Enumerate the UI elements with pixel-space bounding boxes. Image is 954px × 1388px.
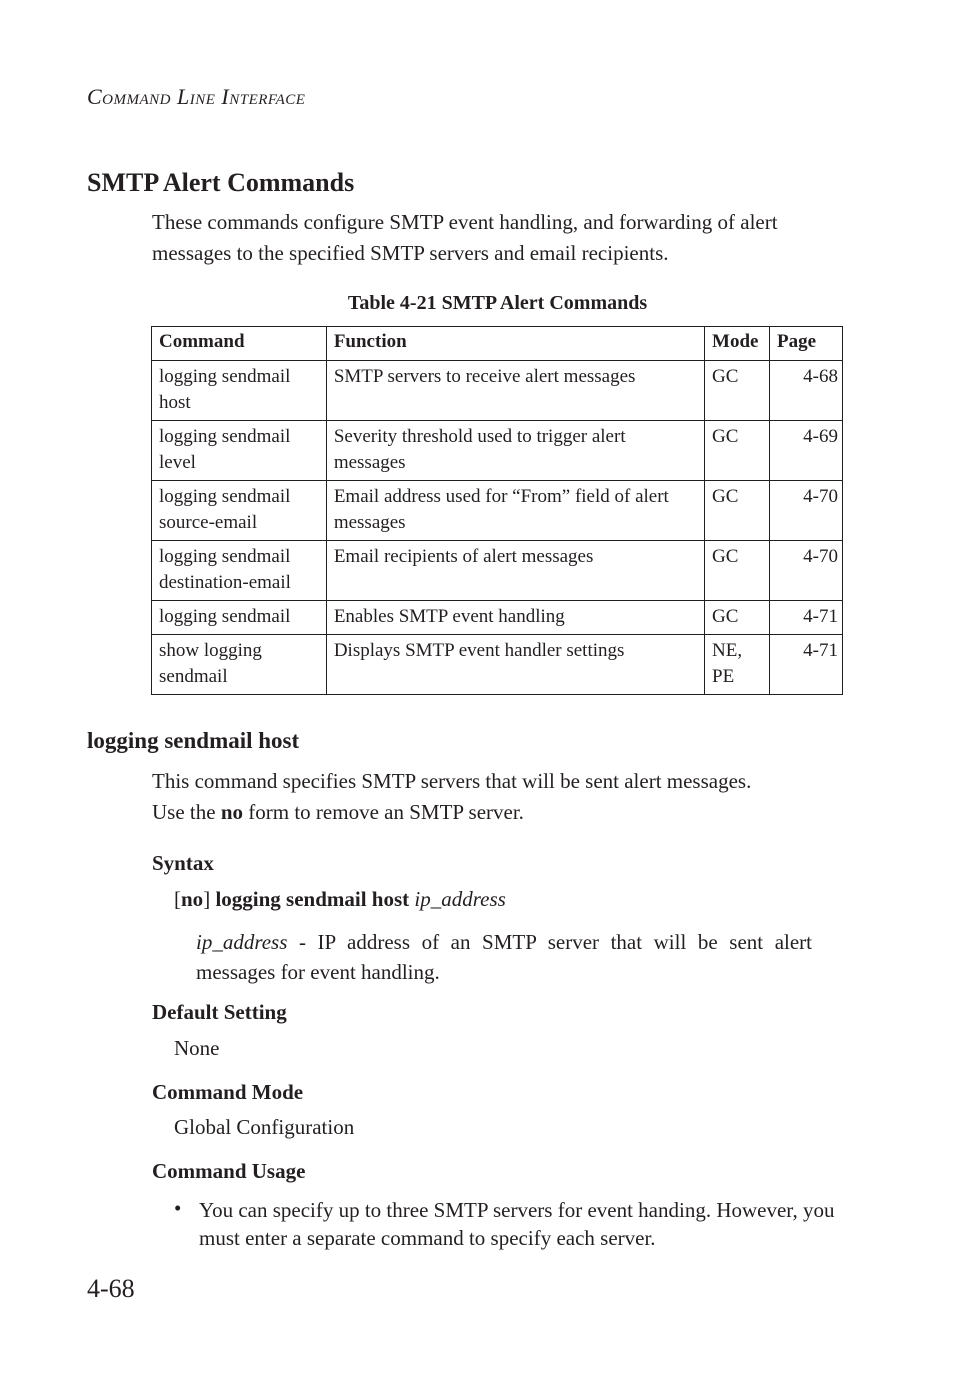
cell-function: Enables SMTP event handling	[326, 601, 704, 635]
cell-function: Email address used for “From” field of alert messages	[326, 481, 704, 541]
table-row	[152, 601, 843, 635]
smtp-commands-table	[151, 326, 843, 695]
cell-command: logging sendmail level	[152, 421, 327, 481]
cell-mode: GC	[705, 361, 770, 421]
syntax-label: Syntax	[152, 851, 214, 875]
header-command: Command	[152, 327, 327, 361]
section-title: SMTP Alert Commands	[87, 168, 355, 197]
table-header-row	[152, 327, 843, 361]
syntax-line	[174, 887, 506, 912]
table-row	[152, 635, 843, 695]
default-setting-value: None	[174, 1036, 220, 1060]
cell-mode: GC	[705, 481, 770, 541]
cell-page: 4-70	[770, 541, 843, 601]
header-function: Function	[326, 327, 704, 361]
cell-command: logging sendmail source-email	[152, 481, 327, 541]
cell-command: logging sendmail	[152, 601, 327, 635]
description-text: Use the	[152, 800, 221, 824]
intro-paragraph: These commands configure SMTP event handling, and forwarding of alert messages to the specified SMTP servers and email recipients.	[152, 210, 778, 265]
description-line-2	[152, 797, 852, 828]
cell-page: 4-71	[770, 635, 843, 695]
cell-page: 4-70	[770, 481, 843, 541]
running-header: Command Line Interface	[87, 84, 306, 109]
cell-function: Email recipients of alert messages	[326, 541, 704, 601]
header-page: Page	[770, 327, 843, 361]
syntax-bracket-open: [	[174, 887, 181, 911]
parameter-description	[196, 927, 812, 987]
table-row	[152, 361, 843, 421]
cell-page: 4-68	[770, 361, 843, 421]
default-setting-label: Default Setting	[152, 1000, 287, 1024]
syntax-command: logging sendmail host	[215, 887, 410, 911]
cell-mode: NE, PE	[705, 635, 770, 695]
cell-mode: GC	[705, 541, 770, 601]
cell-page: 4-69	[770, 421, 843, 481]
command-usage-label: Command Usage	[152, 1159, 306, 1183]
cell-mode: GC	[705, 421, 770, 481]
cell-command: logging sendmail host	[152, 361, 327, 421]
cell-command: logging sendmail destination-email	[152, 541, 327, 601]
table-caption: Table 4-21 SMTP Alert Commands	[347, 292, 648, 314]
cell-function: SMTP servers to receive alert messages	[326, 361, 704, 421]
syntax-bracket-close: ]	[203, 887, 211, 911]
page-number: 4-68	[87, 1274, 135, 1303]
table-row	[152, 421, 843, 481]
param-name: ip_address	[196, 930, 288, 954]
bullet-icon: •	[174, 1196, 182, 1220]
param-text: - IP address of an SMTP server that will be sent alert messages for event handling.	[196, 930, 812, 984]
header-mode: Mode	[705, 327, 770, 361]
cell-command: show logging sendmail	[152, 635, 327, 695]
cell-mode: GC	[705, 601, 770, 635]
command-description	[152, 766, 852, 828]
cell-function: Displays SMTP event handler settings	[326, 635, 704, 695]
cell-page: 4-71	[770, 601, 843, 635]
syntax-param: ip_address	[414, 887, 506, 911]
no-keyword: no	[220, 800, 244, 824]
description-line-1: This command specifies SMTP servers that will be sent alert messages.	[152, 769, 752, 793]
subsection-title: logging sendmail host	[87, 728, 300, 753]
command-mode-value: Global Configuration	[174, 1115, 355, 1139]
table-row	[152, 541, 843, 601]
syntax-no: no	[181, 887, 204, 911]
command-mode-label: Command Mode	[152, 1080, 304, 1104]
table-row	[152, 481, 843, 541]
cell-function: Severity threshold used to trigger alert messages	[326, 421, 704, 481]
usage-item: You can specify up to three SMTP servers for event handing. However, you must enter a separate command to specify each server.	[199, 1198, 835, 1250]
description-text: form to remove an SMTP server.	[243, 800, 524, 824]
